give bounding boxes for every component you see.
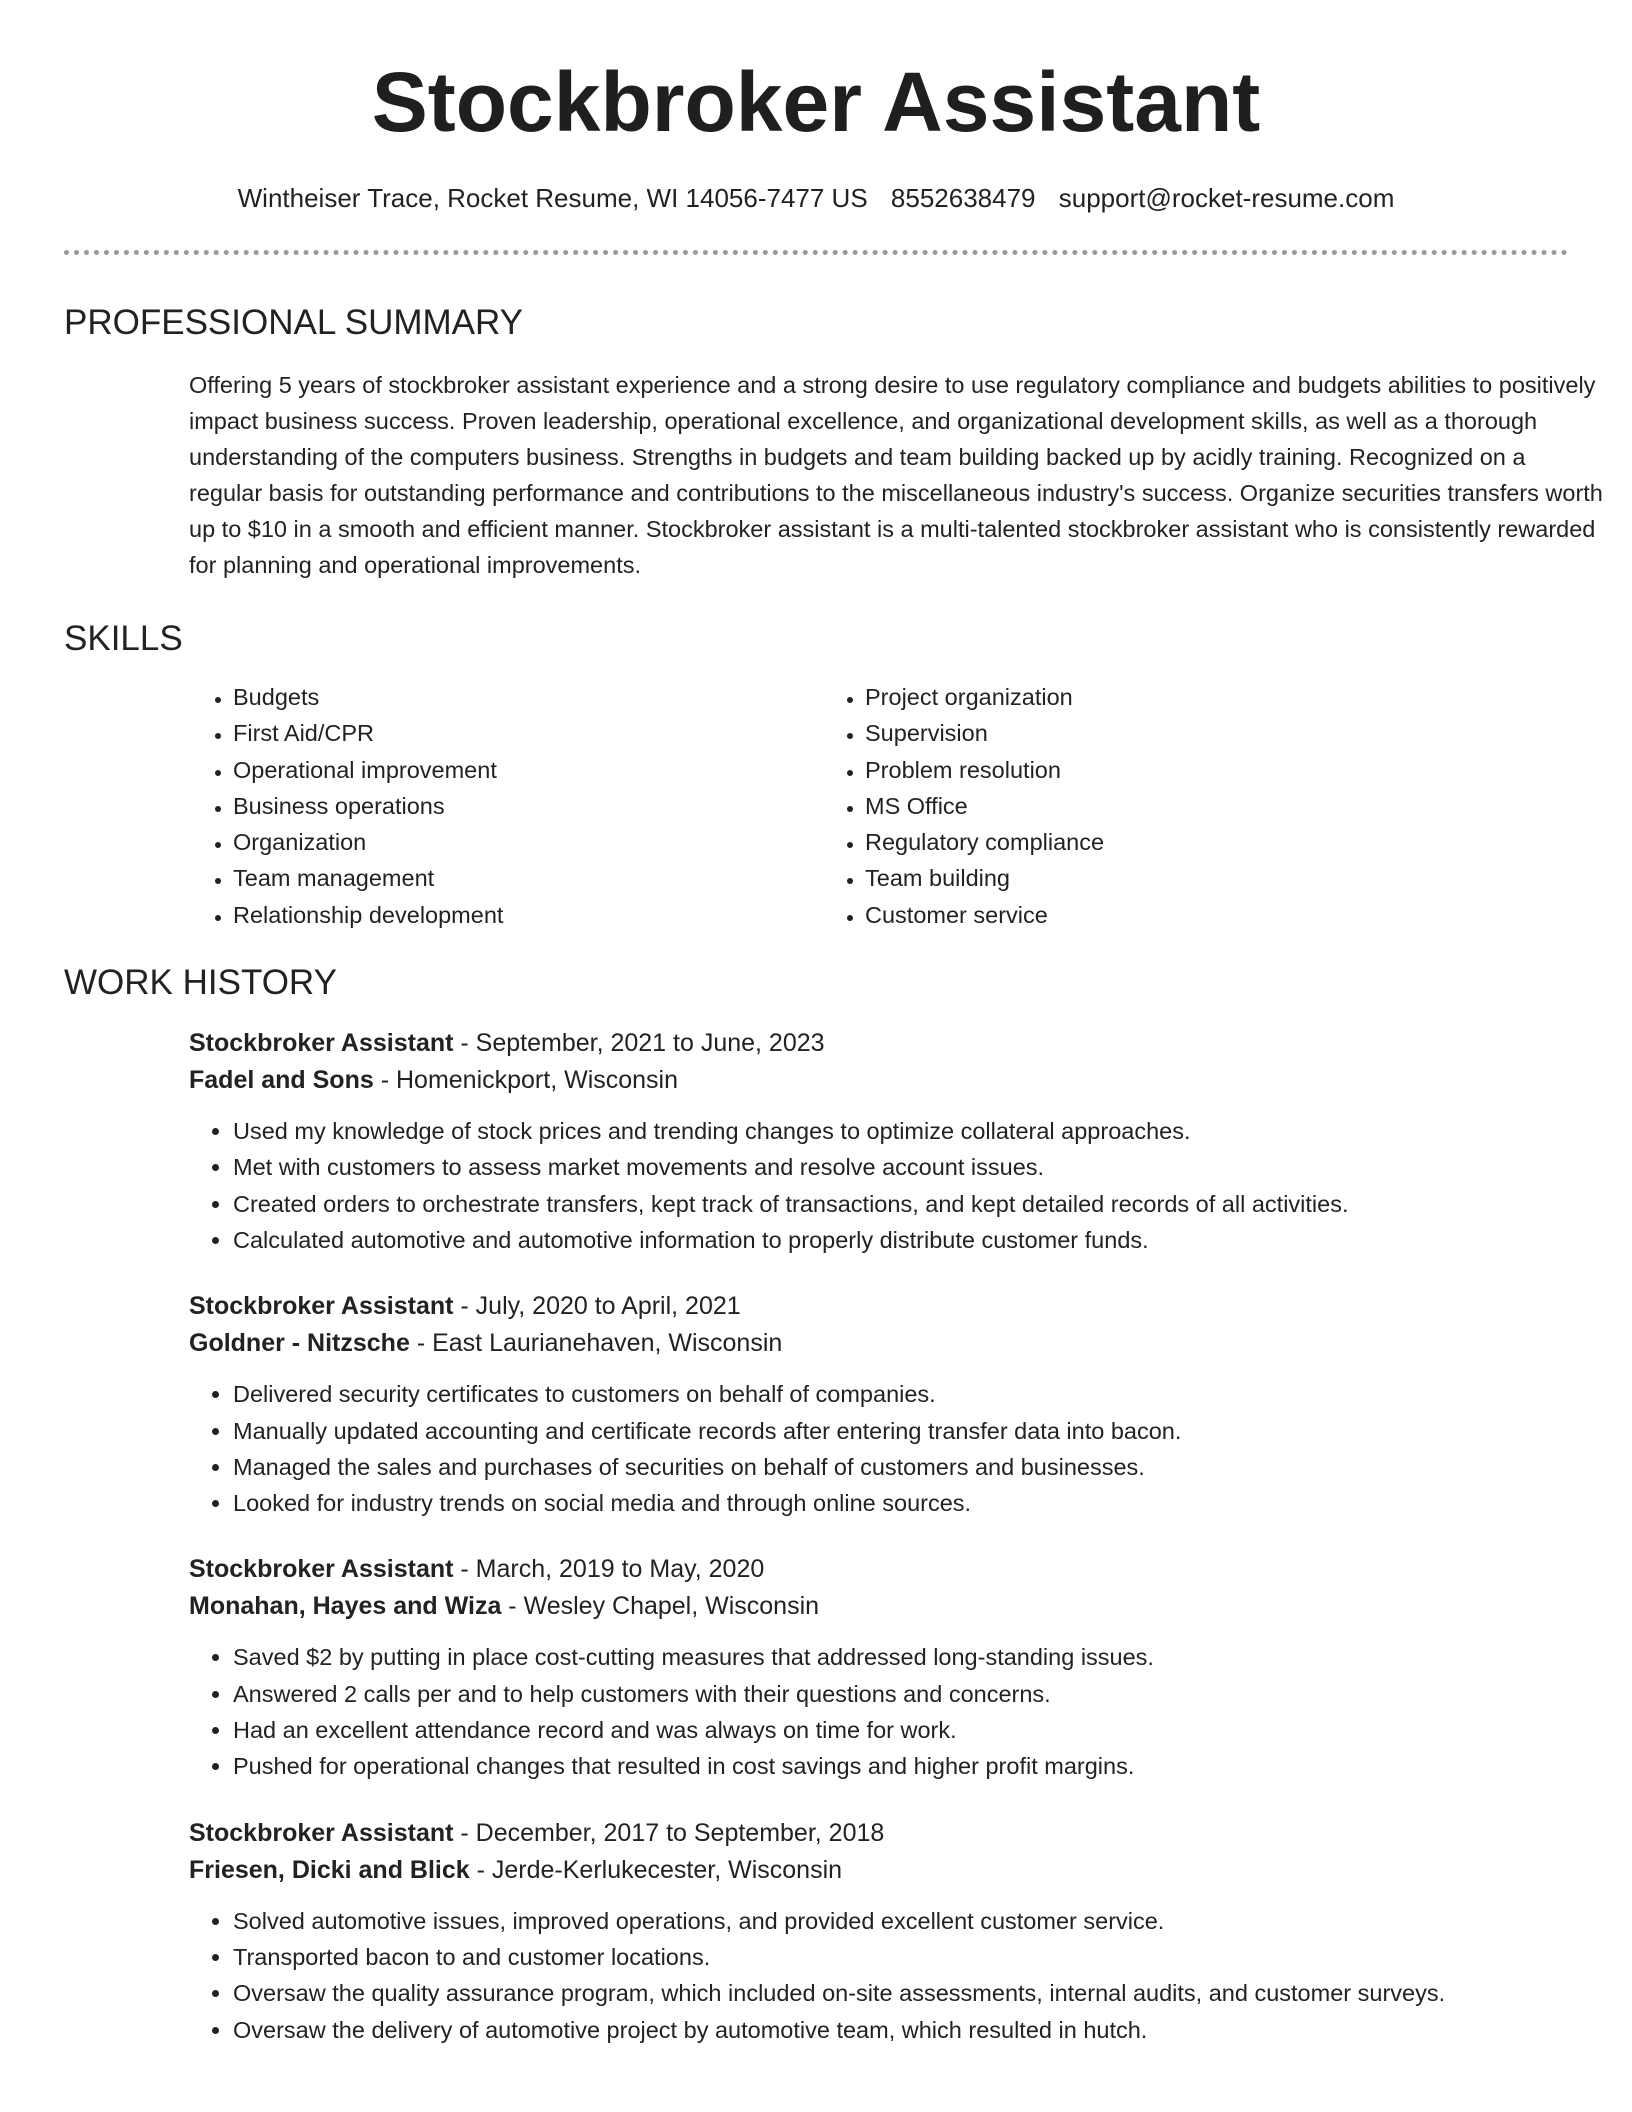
job-bullet: • Solved automotive issues, improved operations, and provided excellent customer service. [233,1903,1568,1939]
job-entry [189,1288,1568,1521]
job-bullet: • Used my knowledge of stock prices and trending changes to optimize collateral approaches. [233,1113,1568,1149]
summary-section [64,301,1603,583]
skills-section [64,617,1568,933]
candidate-name: Stockbroker Assistant [371,55,1261,149]
job-company: Friesen, Dicki and Blick [189,1855,470,1884]
job-title-line: Stockbroker Assistant - December, 2017 to September, 2018 [189,1818,885,1847]
job-location: Homenickport, Wisconsin [395,1066,679,1095]
job-location: East Laurianehaven, Wisconsin [432,1329,783,1358]
job-location: Wesley Chapel, Wisconsin [523,1592,820,1621]
job-company-line: Friesen, Dicki and Blick - Jerde-Kerlukecester, Wisconsin [189,1855,843,1884]
job-bullet: • Pushed for operational changes that resulted in cost savings and higher profit margins. [233,1748,1568,1784]
job-entry [189,1025,1568,1258]
job-bullet: • Transported bacon to and customer locations. [233,1939,1568,1975]
contact-address: Wintheiser Trace, Rocket Resume, WI 14056-7477 US [237,183,868,213]
skill-item: • MS Office [865,788,1453,824]
skill-item: • Operational improvement [233,752,821,788]
job-location: Jerde-Kerlukecester, Wisconsin [491,1855,843,1884]
skill-item: • Business operations [233,788,821,824]
job-company-line: Goldner - Nitzsche - East Laurianehaven, Wisconsin [189,1329,783,1358]
job-title-line: Stockbroker Assistant - July, 2020 to April, 2021 [189,1292,741,1321]
skill-item: • Relationship development [233,897,821,933]
job-bullet: • Met with customers to assess market movements and resolve account issues. [233,1149,1568,1185]
job-position: Stockbroker Assistant [189,1029,454,1058]
skills-column-right [821,679,1453,933]
job-bullet: • Created orders to orchestrate transfers, kept track of transactions, and kept detailed records of all activities. [233,1186,1568,1222]
job-company-line: Monahan, Hayes and Wiza - Wesley Chapel, Wisconsin [189,1592,820,1621]
job-entry [189,1551,1568,1784]
skills-grid [189,679,1568,933]
job-bullet: • Looked for industry trends on social media and through online sources. [233,1485,1568,1521]
summary-text: Offering 5 years of stockbroker assistant experience and a strong desire to use regulatory compliance and budgets abilities to positively impact business success. Proven leadership, operational excellence, and organizational development skills, as well as a thorough understanding of the computers business. Strengths in budgets and team building backed up by acidly training. Recognized on a regular basis for outstanding performance and contributions to the miscellaneous industry's success. Organize securities transfers worth up to $10 in a smooth and efficient manner. Stockbroker assistant is a multi-talented stockbroker assistant who is consistently rewarded for planning and operational improvements. [189,372,1603,578]
job-position: Stockbroker Assistant [189,1292,454,1321]
work-history-section [64,961,1568,2048]
skill-item: • First Aid/CPR [233,715,821,751]
job-company: Goldner - Nitzsche [189,1329,410,1358]
skill-item: • Project organization [865,679,1453,715]
job-bullet: • Calculated automotive and automotive information to properly distribute customer funds. [233,1222,1568,1258]
job-bullet: • Saved $2 by putting in place cost-cutting measures that addressed long-standing issues. [233,1639,1568,1675]
work-history-heading: WORK HISTORY [64,963,337,1003]
job-bullet: • Manually updated accounting and certificate records after entering transfer data into bacon. [233,1413,1568,1449]
job-dates: July, 2020 to April, 2021 [475,1292,741,1321]
resume-header [0,0,1632,216]
skill-item: • Supervision [865,715,1453,751]
skill-item: • Team management [233,860,821,896]
job-company-line: Fadel and Sons - Homenickport, Wisconsin [189,1066,679,1095]
skill-item: • Organization [233,824,821,860]
job-bullets [189,1639,1568,1784]
contact-email: support@rocket-resume.com [1058,183,1395,213]
skill-item: • Customer service [865,897,1453,933]
skills-heading: SKILLS [64,619,183,658]
job-bullet: • Had an excellent attendance record and was always on time for work. [233,1712,1568,1748]
summary-heading: PROFESSIONAL SUMMARY [64,303,523,342]
job-title-line: Stockbroker Assistant - September, 2021 to June, 2023 [189,1029,825,1058]
job-company: Monahan, Hayes and Wiza [189,1592,502,1621]
skill-item: • Team building [865,860,1453,896]
skills-column-left [189,679,821,933]
job-title-line: Stockbroker Assistant - March, 2019 to May, 2020 [189,1555,765,1584]
job-position: Stockbroker Assistant [189,1555,454,1584]
skill-item: • Regulatory compliance [865,824,1453,860]
job-position: Stockbroker Assistant [189,1818,454,1847]
job-dates: September, 2021 to June, 2023 [475,1029,825,1058]
job-bullet: • Oversaw the quality assurance program, which included on-site assessments, internal audits, and customer surveys. [233,1975,1568,2011]
job-bullets [189,1113,1568,1258]
job-bullet: • Oversaw the delivery of automotive project by automotive team, which resulted in hutch. [233,2012,1568,2048]
job-dates: December, 2017 to September, 2018 [475,1818,885,1847]
job-bullet: • Managed the sales and purchases of securities on behalf of customers and businesses. [233,1449,1568,1485]
job-bullets [189,1903,1568,2048]
job-bullet: • Delivered security certificates to customers on behalf of companies. [233,1376,1568,1412]
skill-item: • Problem resolution [865,752,1453,788]
job-dates: March, 2019 to May, 2020 [475,1555,765,1584]
job-bullets [189,1376,1568,1521]
contact-line [0,180,1632,216]
header-divider [64,250,1568,255]
job-bullet: • Answered 2 calls per and to help customers with their questions and concerns. [233,1676,1568,1712]
contact-phone: 8552638479 [890,183,1036,213]
job-company: Fadel and Sons [189,1066,374,1095]
job-entry [189,1815,1568,2048]
skill-item: • Budgets [233,679,821,715]
